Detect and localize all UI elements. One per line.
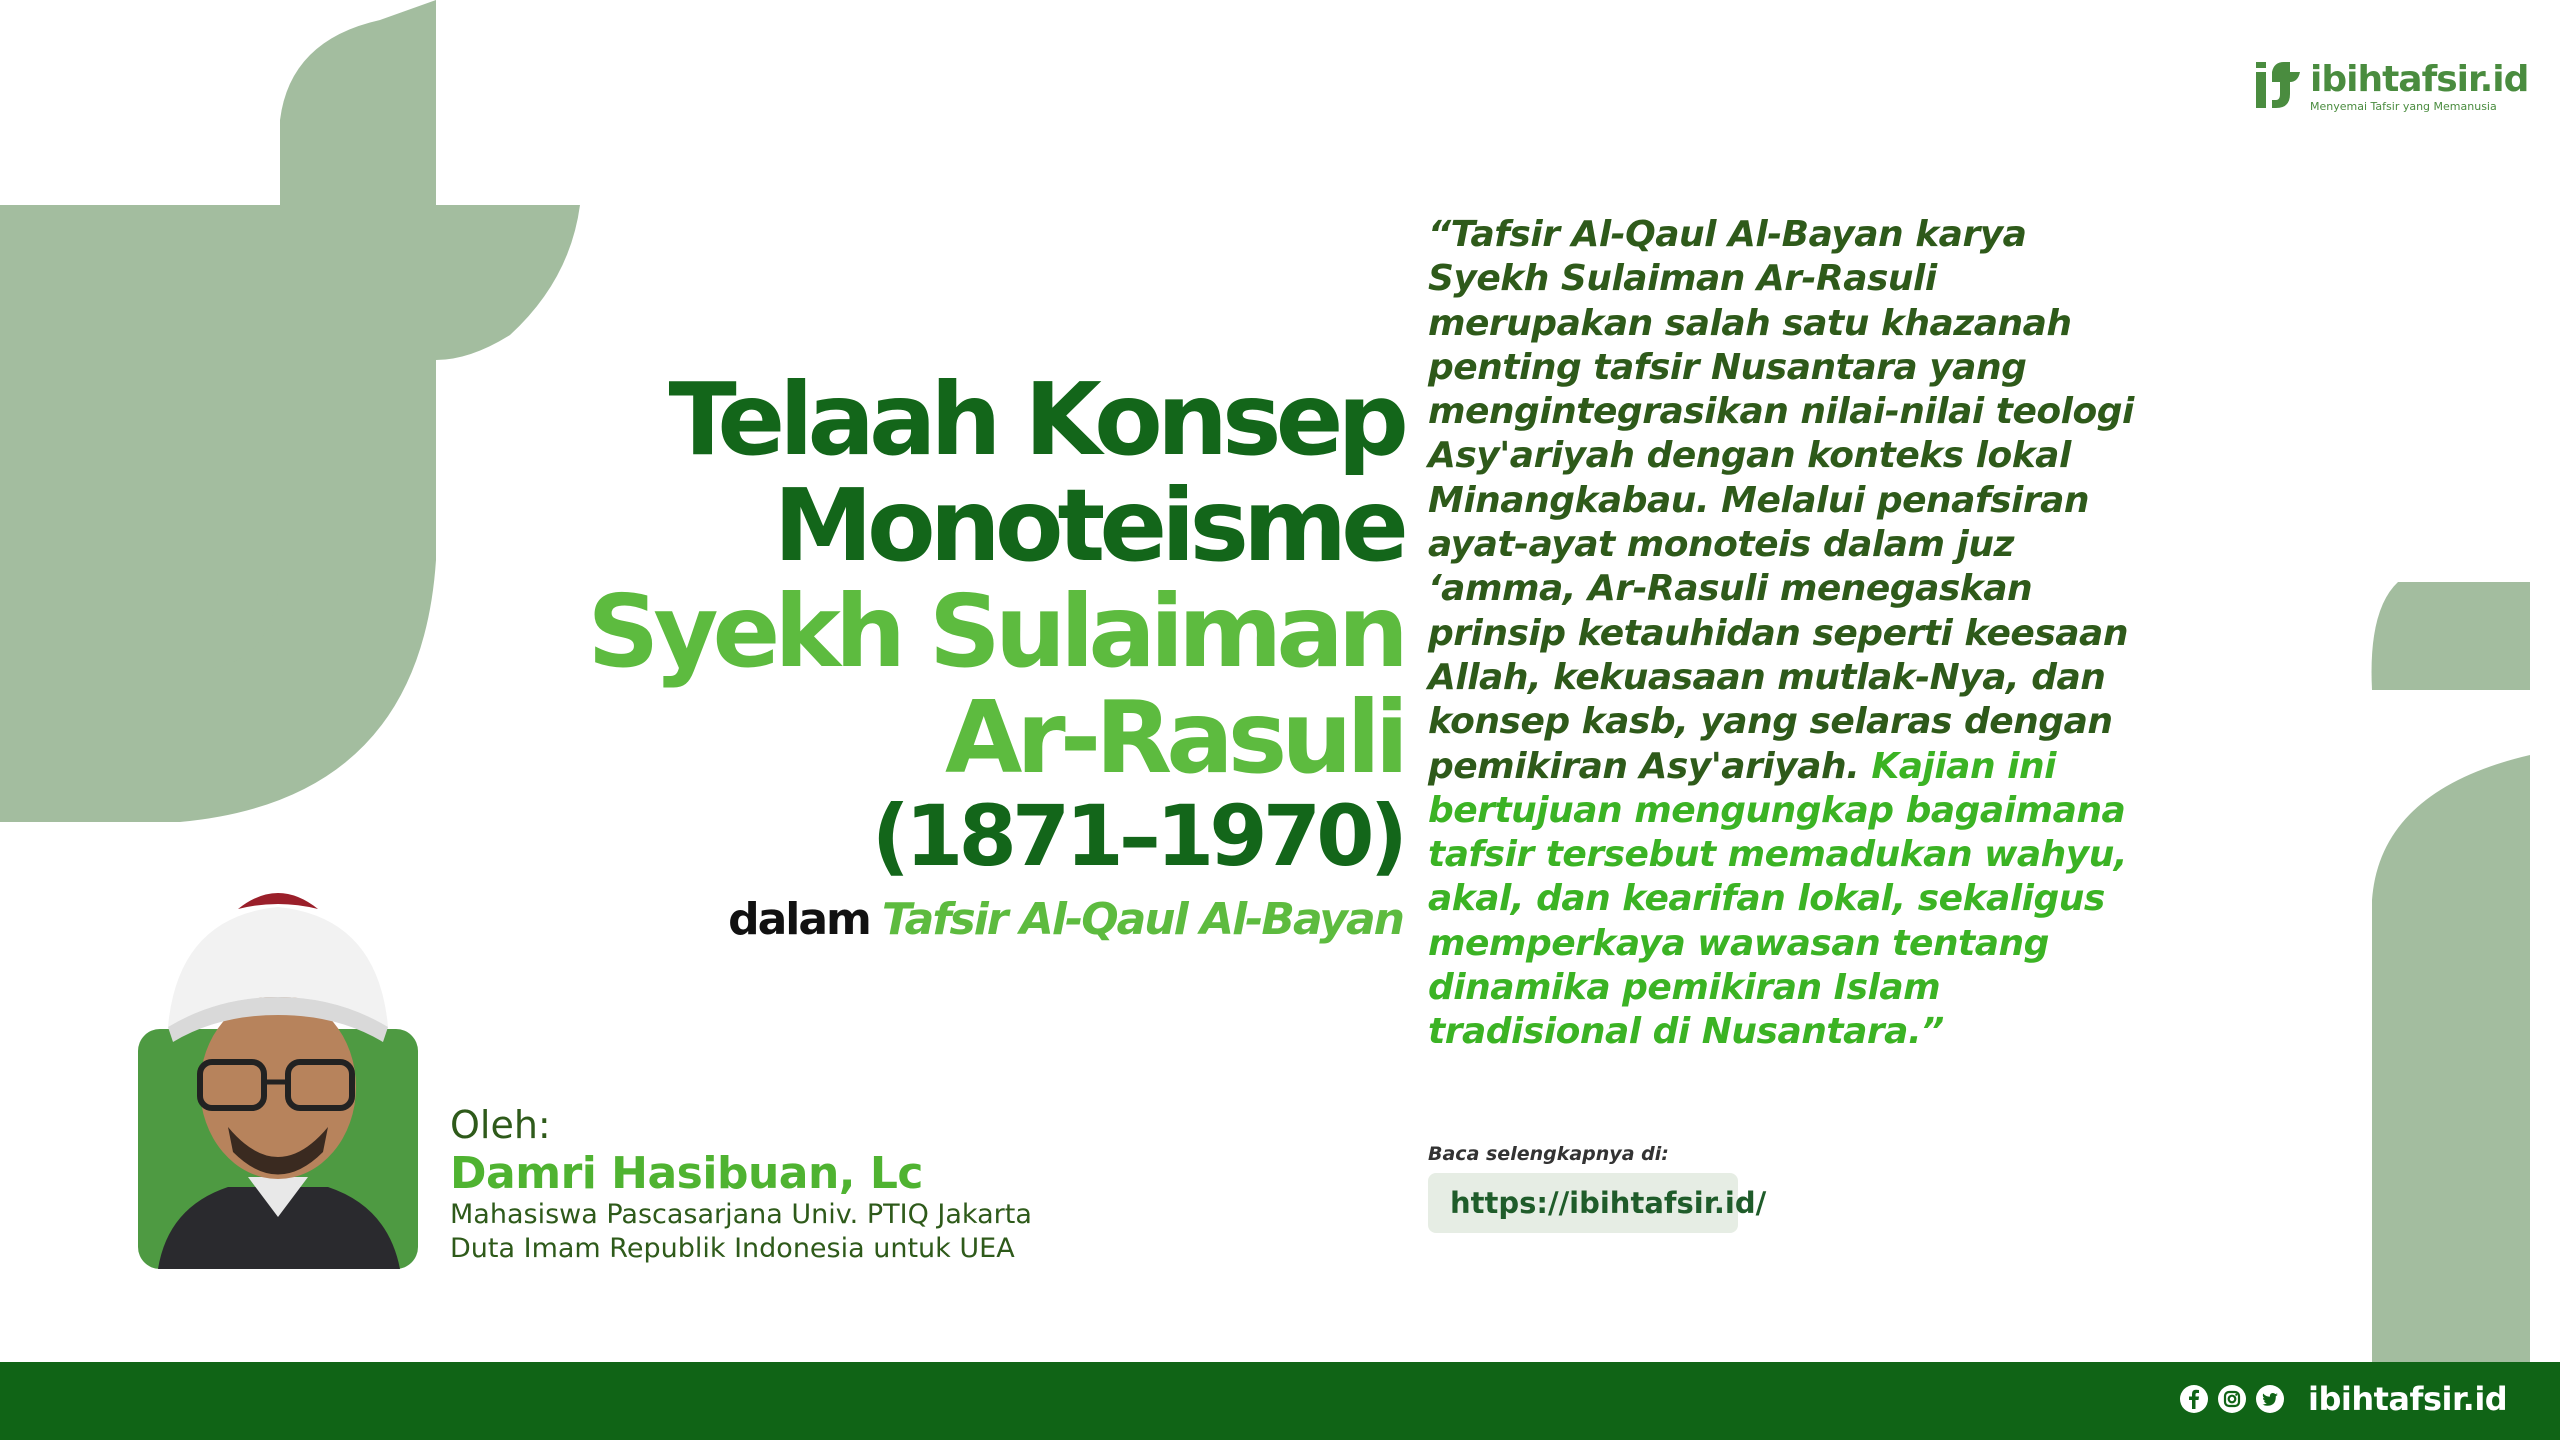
instagram-icon[interactable] (2217, 1384, 2247, 1414)
headline-line-1: Telaah Konsep (668, 361, 1403, 478)
logo-name: ibihtafsir.id (2310, 58, 2529, 100)
social-icons (2179, 1384, 2293, 1414)
abstract-quote (1428, 213, 2148, 1055)
subtitle-book: Tafsir Al-Qaul Al-Bayan (881, 894, 1403, 945)
brand-logo[interactable] (2250, 58, 2528, 114)
twitter-icon[interactable] (2255, 1384, 2285, 1414)
headline-line-4: Ar-Rasuli (945, 679, 1403, 796)
headline-years: (1871–1970) (871, 787, 1403, 885)
author-role: Duta Imam Republik Indonesia untuk UEA (450, 1233, 1015, 1264)
right-leaf-shape (2372, 582, 2530, 690)
quote-main: “Tafsir Al-Qaul Al-Bayan karya Syekh Sulaiman Ar-Rasuli merupakan salah satu khazanah penting tafsir Nusantara yang mengintegrasikan nilai-nilai teologi Asy'ariyah dengan konteks lokal Minangkabau. Melalui penafsiran ayat-ayat monoteis dalam juz ‘amma, Ar-Rasuli menegaskan prinsip ketauhidan seperti keesaan Allah, kekuasaan mutlak-Nya, dan konsep kasb, yang selaras dengan pemikiran Asy'ariyah. (1428, 214, 2134, 787)
headline-subtitle (503, 892, 1403, 948)
author-affiliation: Mahasiswa Pascasarjana Univ. PTIQ Jakarta (450, 1199, 1032, 1230)
author-by-label: Oleh: (450, 1103, 551, 1147)
logo-tagline: Menyemai Tafsir yang Memanusia (2310, 99, 2497, 113)
author-photo (138, 877, 418, 1269)
author-name: Damri Hasibuan, Lc (450, 1148, 923, 1199)
footer-bar (0, 1362, 2560, 1440)
headline-line-3: Syekh Sulaiman (587, 573, 1403, 690)
logo-mark-icon (2250, 58, 2302, 114)
quote-highlight: Kajian ini bertujuan mengungkap bagaimana tafsir tersebut memadukan wahyu, akal, dan kearifan lokal, sekaligus memperkaya wawasan tentang dinamika pemikiran Islam tradisional di Nusantara.” (1428, 745, 2128, 1053)
headline-line-2: Monoteisme (773, 467, 1403, 584)
subtitle-prefix: dalam (728, 894, 870, 945)
read-more-link[interactable]: https://ibihtafsir.id/ (1428, 1173, 1738, 1233)
facebook-icon[interactable] (2179, 1384, 2209, 1414)
footer-site[interactable]: ibihtafsir.id (2308, 1380, 2508, 1418)
headline (503, 361, 1403, 948)
right-stem-shape (2372, 755, 2530, 1362)
read-more-label: Baca selengkapnya di: (1428, 1143, 1669, 1165)
